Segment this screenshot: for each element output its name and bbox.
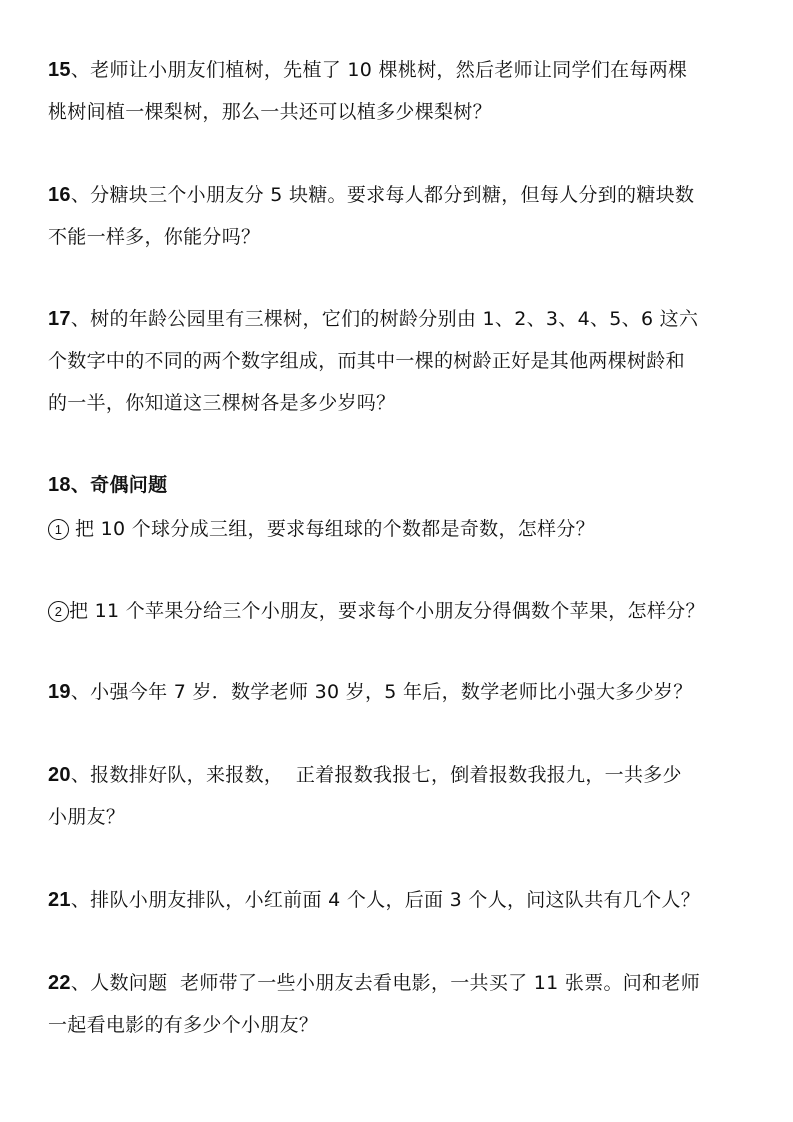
question-17-text-1: 树的年龄公园里有三棵树，它们的树龄分别由 1、2、3、4、5、6 这六 [90, 308, 699, 330]
question-22-separator: 、 [70, 972, 91, 994]
question-18-separator: 、 [70, 474, 91, 496]
question-18-sub-1-text: 把 10 个球分成三组，要求每组球的个数都是奇数，怎样分？ [75, 518, 595, 540]
question-20-text-1: 报数排好队，来报数， 正着报数我报七，倒着报数我报九，一共多少 [90, 764, 682, 786]
question-16-number: 16 [48, 184, 71, 206]
question-15-separator: 、 [70, 59, 91, 81]
question-22-line-2 [48, 1012, 748, 1038]
question-19-line-1 [48, 679, 748, 705]
question-18-sub-2-text: 把 11 个苹果分给三个小朋友，要求每个小朋友分得偶数个苹果，怎样分？ [69, 600, 705, 622]
question-22-line-1 [48, 970, 748, 996]
question-15-number: 15 [48, 59, 71, 81]
question-16-separator: 、 [70, 184, 91, 206]
question-21-number: 21 [48, 889, 71, 911]
question-18-heading [48, 472, 748, 498]
question-17-line-1 [48, 306, 748, 332]
question-21-separator: 、 [70, 889, 91, 911]
circled-number-2-marker: 2 [48, 601, 69, 622]
question-20-line-1 [48, 762, 748, 788]
question-17-text-3: 的一半，你知道这三棵树各是多少岁吗？ [48, 392, 396, 414]
question-16-line-2 [48, 224, 748, 250]
question-17-separator: 、 [70, 308, 91, 330]
question-17-number: 17 [48, 308, 71, 330]
question-16-text-1: 分糖块三个小朋友分 5 块糖。要求每人都分到糖，但每人分到的糖块数 [90, 184, 695, 206]
question-18-number: 18 [48, 474, 71, 496]
question-17-line-2 [48, 348, 748, 374]
question-19-separator: 、 [70, 681, 91, 703]
circled-number-1-marker: 1 [48, 519, 69, 540]
question-20-text-2: 小朋友？ [48, 806, 126, 828]
question-18-title: 奇偶问题 [90, 474, 168, 496]
question-20-line-2 [48, 804, 748, 830]
question-22-text-2: 一起看电影的有多少个小朋友？ [48, 1014, 319, 1036]
question-17-text-2: 个数字中的不同的两个数字组成，而其中一棵的树龄正好是其他两棵树龄和 [48, 350, 685, 372]
question-20-number: 20 [48, 764, 71, 786]
question-19-number: 19 [48, 681, 71, 703]
question-16-line-1 [48, 182, 748, 208]
question-20-separator: 、 [70, 764, 91, 786]
question-15-text-2: 桃树间植一棵梨树，那么一共还可以植多少棵梨树？ [48, 101, 492, 123]
question-21-line-1 [48, 887, 748, 913]
question-18-sub-2 [48, 598, 748, 624]
question-16-text-2: 不能一样多，你能分吗？ [48, 226, 261, 248]
question-15-line-2 [48, 99, 748, 125]
question-22-text-1: 人数问题 老师带了一些小朋友去看电影，一共买了 11 张票。问和老师 [90, 972, 701, 994]
question-15-line-1 [48, 57, 748, 83]
question-19-text-1: 小强今年 7 岁．数学老师 30 岁，5 年后，数学老师比小强大多少岁？ [90, 681, 693, 703]
question-18-sub-1 [48, 516, 748, 542]
question-17-line-3 [48, 390, 748, 416]
question-15-text-1: 老师让小朋友们植树，先植了 10 棵桃树，然后老师让同学们在每两棵 [90, 59, 688, 81]
question-22-number: 22 [48, 972, 71, 994]
question-21-text-1: 排队小朋友排队，小红前面 4 个人，后面 3 个人，问这队共有几个人？ [90, 889, 701, 911]
